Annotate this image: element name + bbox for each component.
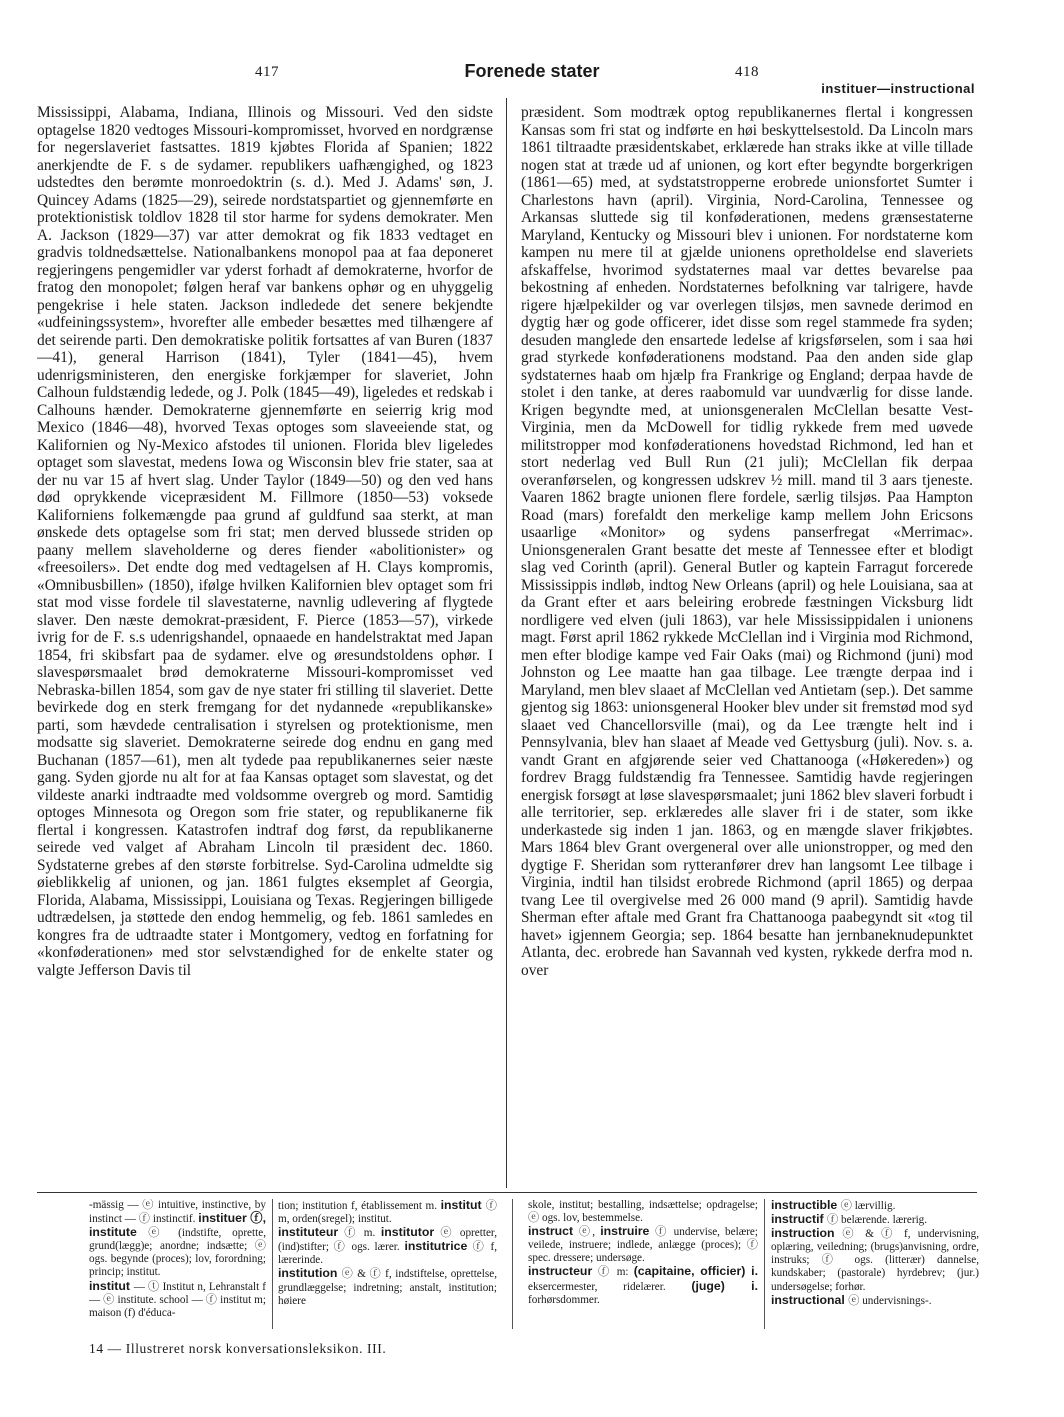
glossary-column-4 [771, 1199, 979, 1331]
glossary-text: ⓔ undervisnings-. [848, 1294, 932, 1307]
right-page-number: 418 [735, 64, 759, 80]
glossary-column-divider [512, 1199, 513, 1329]
glossary-headword: institut [89, 1278, 134, 1293]
glossary-text: ⓕ f, lærerinde. [278, 1241, 497, 1267]
glossary-entry [771, 1227, 979, 1293]
glossary-headword: instituteur [278, 1225, 345, 1240]
glossary-headword: instructible [771, 1199, 841, 1212]
catchword: instituer—instructional [821, 81, 975, 96]
glossary-text: ⓕ belærende. lærerig. [827, 1214, 928, 1227]
glossary-text: ⓕ m: [598, 1266, 634, 1279]
glossary-text: tion; institution f, établissement m. [278, 1200, 441, 1212]
glossary-column-3 [528, 1199, 758, 1331]
footer-signature: 14 — Illustreret norsk konversationsleksikon. III. [89, 1341, 387, 1356]
article-text-right: præsident. Som modtræk optog republikanernes flertal i kongressen Kansas som fri stat og indførte en høi beskyttelsestold. Da Lincoln mars 1861 tiltraadte præsidentskabet, erklærede han straks ikke at ville tillade nogen stat at træde ud af unionen, og kort efter begyndte borgerkrigen (1861—65) med, at sydstatstropperne erobrede unionsfortet Sumter i Charlestons havn (april). Virginia, Nord-Carolina, Tennessee og Arkansas sluttede sig til konføderationen, medens grænsestaterne Maryland, Kentucky og Missouri blev i unionen. For nordstaterne kom kampen nu mere til at gjælde unionens opretholdelse end slaveriets afskaffelse, hvorimod sydstaternes maal var dettes bevarelse paa bekostning af enheden. Nordstaternes befolkning var talrigere, havde rigere hjælpekilder og var overlegen tilsjøs, men savnede derimod en dygtig hær og gode officerer, idet disse som regel stammede fra syden; desuden manglede den ensartede ledelse af krigsførselen, som i saa høi grad styrkede konføderationens modstand. Paa den anden side glap sydstaternes haab om hjælp fra Frankrige og England; derpaa havde de stolet i den tanke, at deres raabomuld var uundværlig for disse lande. Krigen begyndte med, at unionsgeneralen McClellan besatte Vest-Virginia, men da McDowell for tidlig rykkede frem med uøvede militstropper mod konføderationens hovedstad Richmond, led han et stort nederlag ved Bull Run (21 juli); McClellan fik derpaa overanførselen, og kongressen udskrev ½ mill. mand til 3 aars tjeneste. Vaaren 1862 bragte unionen flere fordele, særlig tilsjøs. Paa Hampton Road (mars) forefaldt den merkelige kamp mellem John Ericsons usaarlige «Monitor» og sydens panserfregat «Merrimac». Unionsgeneralen Grant besatte det meste af Tennessee efter et blodigt slag ved Corinth (april). General Butler og kaptein Farragut forcerede Mississippis indløb, indtog New Orleans (april) og hele Louisiana, saa at da Grant efter et aars beleiring erobrede fæstningen Vicksburg lidt nordligere ved elven (juli 1863), var hele Mississippidalen i unionens magt. Først april 1862 rykkede McClellan ind i Virginia mod Richmond, men efter blodige kampe ved Fair Oaks (mai) og Richmond (juni) mod Johnston og Lee maatte han gaa tilbage. Lee trængte derpaa ind i Maryland, men blev slaaet af McClellan ved Antietam (sep.). Det samme gjentog sig 1863: unionsgeneral Hooker blev under sit fremstød mod syd slaaet ved Chancellorsville (mai), og da Lee trængte helt ind i Pennsylvania, blev han slaaet af Meade ved Gettysburg (juli). Nov. s. a. vandt Grant en afgjørende seier ved Chattanooga («Høkereden») og fordrev Bragg fuldstændig fra Tennessee. Samtidig havde regjeringen energisk forsøgt at løse slavespørsmaalet; juni 1862 blev slaveri forbudt i alle territorier, sep. erklæredes alle slaver fri i de stater, som ikke underkastede sig inden 1 jan. 1863, og en mængde slaver frikjøbtes. Mars 1864 blev Grant overgeneral over alle unionstropper, og med den dygtige F. Sheridan som rytteranfører drev han langsomt Lee tilbage i Virginia, indtil han tilsidst erobrede Richmond (april 1865) og derpaa tvang Lee til overgivelse med 26 000 mand (9 april). Samtidig havde Sherman efter aftale med Grant fra Chattanooga paabegyndt sit «tog til havet» igjennem Georgia; sep. 1864 besatte han jernbaneknudepunktet Atlanta, dec. erobrede han Savannah ved kysten, rykkede derfra mod n. over [521, 104, 973, 979]
article-column-right [521, 104, 973, 1186]
glossary-entry [278, 1226, 497, 1267]
glossary-text: ⓔ lærvillig. [840, 1200, 896, 1212]
glossary-headword: instructeur [528, 1264, 599, 1279]
glossary-divider [37, 1192, 977, 1193]
glossary-text: ⓕ m. [344, 1227, 381, 1240]
glossary-entry [89, 1199, 266, 1280]
glossary-headword: instruction [771, 1226, 843, 1241]
glossary-entry [771, 1294, 979, 1308]
glossary-headword: institut [440, 1199, 486, 1212]
glossary-text: ⓕ undervise, belære; veilede, instruere; indlede, anlægge (proces); ⓕ spec. dressere; undersøge. [528, 1226, 758, 1265]
column-divider [506, 98, 507, 1188]
glossary-headword: institutor [380, 1225, 441, 1240]
glossary-column-divider [272, 1199, 273, 1329]
glossary-text: eksercermester, ridelærer. [528, 1280, 692, 1293]
glossary-column-1 [89, 1199, 266, 1331]
glossary-headword: instruire [600, 1224, 656, 1239]
glossary-text: skole, institut; bestalling, indsættelse; opdragelse; ⓔ ogs. lov, bestemmelse. [528, 1199, 758, 1225]
glossary-entry [278, 1267, 497, 1307]
glossary-entry [771, 1213, 979, 1227]
article-column-left [37, 104, 493, 1186]
glossary-entry [528, 1265, 758, 1306]
glossary-entry [89, 1280, 266, 1320]
glossary-headword: institution [278, 1266, 342, 1281]
glossary-entry [528, 1225, 758, 1265]
glossary-headword: instructif [771, 1212, 828, 1227]
glossary-text: ⓕ m, orden(sregel); institut. [278, 1200, 497, 1226]
glossary-entry [771, 1199, 979, 1213]
glossary-text: ⓔ (indstifte, oprette, grund(lægg)e; anordne; indsætte; ⓔ ogs. begynde (proces); lov, forordning; princip; institut. [89, 1227, 266, 1279]
glossary-text: ⓔ & ⓕ f, indstiftelse, oprettelse, grundlæggelse; indretning; anstalt, institution; høiere [278, 1268, 497, 1307]
glossary-column-divider [764, 1199, 765, 1329]
glossary-headword: instruct [528, 1224, 579, 1239]
glossary-headword: instructional [771, 1292, 849, 1307]
glossary-text: — ⓣ Institut n, Lehranstalt f — ⓔ institute. school — ⓕ institut m; maison (f) d'éduca- [89, 1280, 266, 1319]
glossary-text: ⓔ, [578, 1226, 601, 1239]
glossary-text: ⓔ opretter, (ind)stifter; ⓕ ogs. lærer. [278, 1227, 497, 1254]
glossary-entry [278, 1199, 497, 1226]
glossary-headword: institutrice [404, 1239, 473, 1254]
article-text-left: Mississippi, Alabama, Indiana, Illinois og Missouri. Ved den sidste optagelse 1820 vedtoges Missouri-kompromisset, hvorved en nordgrænse for negerslaveriet fastsattes. 1819 kjøbtes Florida af Spanien; 1822 anerkjendte de F. s de sydamer. republikers uafhængighed, og 1823 udstedtes den berømte monroedoktrin (s. d.). Med J. Adams' søn, J. Quincey Adams (1825—29), seirede nordstatspartiet og gjennemførte en protektionistisk toldlov 1828 til stor harme for sydens demokrater. Men A. Jackson (1829—37) var atter demokrat og fik 1833 vedtaget en gradvis toldnedsættelse. Nationalbankens monopol paa at faa deponeret regjeringens pengemidler var yderst forhadt af demokraterne, hvorfor de fratog den monopolet; følgen heraf var bankens ophør og en uhyggelig pengekrise i hele staten. Jackson indledede det senere bekjendte «udfeiningssystem», hvorefter alle embeder besættes med tilhængere af det seirende parti. Den demokratiske politik fortsattes af van Buren (1837—41), general Harrison (1841), Tyler (1841—45), hvem udenrigsministeren, den energiske forkjæmper for slaveriet, John Calhoun fuldstændig ledede, og J. Polk (1845—49), ligeledes et redskab i Calhouns hænder. Demokraterne gjennemførte en seierrig krig mod Mexico (1846—48), hvorved Texas optoges som slaveeiende stat, og Kalifornien og Ny-Mexico afstodes til unionen. Florida blev ligeledes optaget som slavestat, medens Iowa og Wisconsin blev frie stater, saa at der nu var 15 af hvert slag. Under Taylor (1849—50) og den ved hans død oprykkende vicepræsident M. Fillmore (1850—53) voksede Kaliforniens folkemængde paa grund af guldfund saa sterkt, at man ønskede dets optagelse som fri stat; men derved blussede striden op paany mellem slaveholderne og deres fiender «abolitionister» og «freesoilers». Det endte dog med vedtagelsen af H. Clays kompromis, «Omnibusbillen» (1850), ifølge hvilken Kalifornien blev optaget som fri stat mod visse fordele til slavestaterne, navnlig udlevering af flygtede slaver. Den næste demokrat-præsident, F. Pierce (1853—57), virkede ivrig for de F. s.s udenrigshandel, opnaaede en handelstraktat med Japan 1854, fri skibsfart paa de sydamer. elve og øresundstoldens ophør. I slavespørsmaalet brød demokraterne Missouri-kompromisset ved Nebraska-billen 1854, som gav de nye stater fri stilling til slaveriet. Dette bevirkede dog en sterk fremgang for det nydannede «republikanske» parti, som hævdede centralisation i styrelsen og protektionisme, men modsatte sig slaveriet. Demokraterne seirede dog endnu en gang med Buchanan (1857—61), men alt tydede paa republikanernes seier næste gang. Syden gjorde nu alt for at faa Kansas optaget som slavestat, og det vildeste anarki indtraadte med voldsomme overgreb og mord. Samtidig optoges Minnesota og Oregon som frie stater, og republikanerne fik flertal i kongressen. Katastrofen indtraf dog først, da republikanerne seirede ved valget af Abraham Lincoln til præsident dec. 1860. Sydstaterne grebes af den største forbitrelse. Syd-Carolina udmeldte sig øieblikkelig af unionen, og jan. 1861 fulgtes eksemplet af Georgia, Florida, Alabama, Mississippi, Louisiana og Texas. Regjeringen billigede udtrædelsen, ja støttede den endog hemmelig, og feb. 1861 samledes en kongres fra de udtraadte stater i Montgomery, vedtog en forfatning for «konføderationen» med stor selvstændighed for de enkelte stater og valgte Jefferson Davis til [37, 104, 493, 979]
glossary-text: -mässig — ⓔ intuitive, instinctive, by instinct — ⓕ instinctif. [89, 1199, 266, 1226]
page-title: Forenede stater [464, 61, 600, 81]
glossary-column-2 [278, 1199, 497, 1331]
glossary-entry [528, 1199, 758, 1225]
glossary-text: forhørsdommer. [528, 1293, 600, 1306]
glossary-headword: instituer ⓕ, institute [89, 1211, 266, 1240]
left-page-number: 417 [255, 64, 279, 80]
glossary-headword: (juge) i. [691, 1278, 758, 1293]
glossary-text: ⓔ & ⓕ f, undervisning, oplæring, veiledning; (brugs)anvisning, ordre, instruks; ⓕ ogs. (litterær) dannelse, kundskaber; (pastorale) hyrdebrev; (jur.) undersøgelse; forhør. [771, 1228, 979, 1293]
glossary-headword: (capitaine, officier) i. [633, 1264, 758, 1279]
